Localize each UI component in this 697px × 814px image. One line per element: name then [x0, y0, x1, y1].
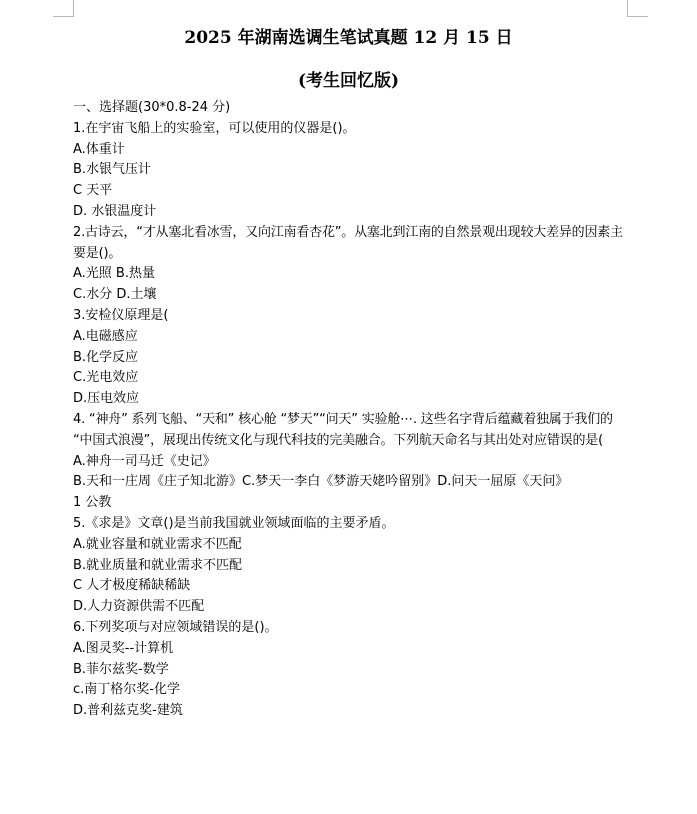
option-line: A.图灵奖--计算机 — [73, 640, 174, 656]
option-line: B.化学反应 — [73, 349, 139, 365]
option-line: A.体重计 — [73, 141, 125, 157]
option-line: C.光电效应 — [73, 370, 139, 386]
option-line: C 人才极度稀缺稀缺 — [73, 578, 191, 594]
option-line: B.菲尔兹奖-数学 — [73, 661, 169, 677]
page-subtitle: (考生回忆版) — [297, 71, 400, 91]
option-line: c.南丁格尔奖-化学 — [73, 682, 180, 698]
page-corner-mark-right — [627, 0, 648, 17]
section-heading: 一、选择题(30*0.8-24 分) — [73, 100, 231, 115]
option-line: A.电磁感应 — [73, 328, 138, 344]
option-line: C.水分 D.土壤 — [73, 287, 157, 303]
option-line: B.水银气压计 — [73, 162, 152, 178]
option-line: A.神舟一司马迁《史记》 — [73, 453, 216, 469]
option-line: D.压电效应 — [73, 391, 140, 407]
page-title: 2025 年湖南选调生笔试真题 12 月 15 日 — [184, 28, 513, 48]
question-3: 3.安检仪原理是( — [73, 307, 169, 323]
option-line: D.普利兹克奖-建筑 — [73, 703, 183, 719]
question-1: 1.在宇宙飞船上的实验室，可以使用的仪器是()。 — [73, 120, 356, 136]
option-line: A.就业容量和就业需求不匹配 — [73, 536, 242, 552]
option-line: A.光照 B.热量 — [73, 266, 155, 282]
stray-text: 1 公教 — [73, 495, 112, 511]
question-6: 6.下列奖项与对应领域错误的是()。 — [73, 619, 278, 635]
option-line: B.就业质量和就业需求不匹配 — [73, 557, 243, 573]
option-line: C 天平 — [73, 183, 113, 199]
page-corner-mark-left — [53, 0, 74, 17]
option-line: B.天和一庄周《庄子知北游》C.梦天一李白《梦游天姥吟留别》D.问天一屈原《天问》 — [73, 474, 569, 490]
option-line: D. 水银温度计 — [73, 203, 157, 219]
question-5: 5.《求是》文章()是当前我国就业领域面临的主要矛盾。 — [73, 515, 395, 531]
question-4: 4. “神舟” 系列飞船、“天和” 核心舱 “梦天”“问天” 实验舱⋯. 这些名字背后蕴藏着独属于我们的 “中国式浪漫”，展现出传统文化与现代科技的完美融合。下列航天命名与其出处对应错误的是( — [73, 411, 613, 448]
option-line: D.人力资源供需不匹配 — [73, 599, 205, 615]
document-body — [73, 98, 633, 722]
question-2: 2.古诗云，“才从塞北看冰雪，又向江南看杏花”。从塞北到江南的自然景观出现较大差异的因素主要是()。 — [73, 224, 623, 261]
